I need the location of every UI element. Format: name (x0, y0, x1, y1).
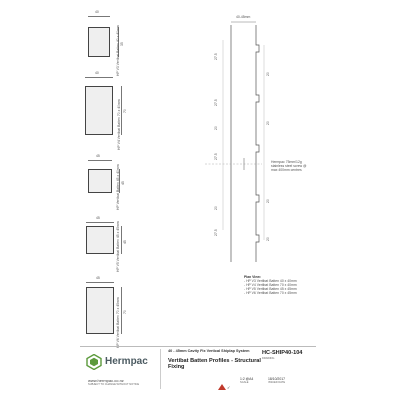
profile-4-caption: HP V5 Vertibat Batten 45 x 45mm (116, 221, 120, 272)
profile-1-height-label: 35 (120, 42, 124, 46)
profile-4-height-label: 45 (123, 240, 127, 244)
date-field (268, 377, 285, 384)
screw-annotation-line-3: max 400mm centres (271, 168, 302, 172)
profile-5-caption: HP V6 Vertibat Batten 70 x 45mm (116, 297, 120, 348)
profile-5-width-label: 45 (96, 276, 100, 280)
drawing-code-label: DRAWING (262, 357, 275, 360)
section-right-dim-3: 20 (266, 199, 270, 203)
tagline: SUBJECT TO CHANGE WITHOUT NOTICE (88, 383, 140, 386)
scale-value: 1:2 @A4 (240, 377, 254, 381)
date-value: 18/10/2017 (268, 377, 285, 381)
title-divider (160, 349, 161, 389)
screw-annotation-line-2: stainless steel screw @ (271, 164, 307, 168)
drawing-header: 40 - 45mm Cavity Fix Vertical Shiplap System (168, 349, 250, 353)
drawing-title-line-1: Vertibat Batten Profiles - Structural (168, 358, 261, 364)
screw-annotation (271, 160, 306, 172)
section-left-dim-3: 20 (214, 126, 218, 130)
profile-2-caption: HP V4 Vertibat Batten 70 x 40mm (117, 99, 121, 150)
plan-view-item: - HP V6 Vertibat Batten 70 x 45mm (244, 291, 297, 295)
section-left-dim-1: 27.5 (214, 53, 218, 60)
plan-view-item: - HP V4 Vertibat Batten 70 x 40mm (244, 283, 297, 287)
scale-label: SCALE (240, 381, 249, 384)
plan-view-item: - HP V5 Vertibat Batten 45 x 45mm (244, 287, 297, 291)
date-label: ISSUED DATE (268, 381, 286, 384)
plan-view-list (244, 275, 297, 295)
profile-3-width-label: 45 (96, 154, 100, 158)
section-right-dim-1: 20 (266, 72, 270, 76)
section-left-dim-6: 27.5 (214, 229, 218, 236)
profile-5-height-label: 70 (123, 310, 127, 314)
drawing-title-line-2: Fixing (168, 364, 185, 370)
profile-3-caption: HP Vertibat Batten 45 x 40mm (116, 164, 120, 210)
profile-1-caption: HP V3 Vertibat Batten 40 x 40mm (116, 25, 120, 76)
hermpac-logo-icon (86, 354, 102, 370)
section-top-dim: 40-45mm (236, 15, 251, 19)
section-left-dim-5: 20 (214, 206, 218, 210)
svg-text:✓: ✓ (227, 385, 231, 390)
profile-1-width-label: 40 (95, 10, 99, 14)
profile-2-width-label: 40 (95, 71, 99, 75)
section-right-dim-4: 20 (266, 237, 270, 241)
drawing-code: HC-SHIP40-104 (262, 350, 303, 356)
profile-3-height-label: 45 (121, 181, 125, 185)
certification-logo-icon (217, 378, 237, 390)
section-left-dim-2: 27.5 (214, 99, 218, 106)
profile-2-height-label: 70 (123, 109, 127, 113)
screw-annotation-line-1: Hermpac 75mm/12g (271, 160, 302, 164)
profile-4-width-label: 45 (96, 216, 100, 220)
website: www.hermpac.co.nz (88, 378, 124, 383)
scale-field (240, 377, 253, 384)
title-block (80, 346, 316, 391)
plan-view-item: - HP V3 Vertibat Batten 40 x 40mm (244, 279, 297, 283)
section-left-dim-4: 27.5 (214, 153, 218, 160)
section-right-dim-2: 20 (266, 121, 270, 125)
brand-name: Hermpac (105, 356, 148, 367)
plan-view-title: Plan View: (244, 275, 261, 279)
